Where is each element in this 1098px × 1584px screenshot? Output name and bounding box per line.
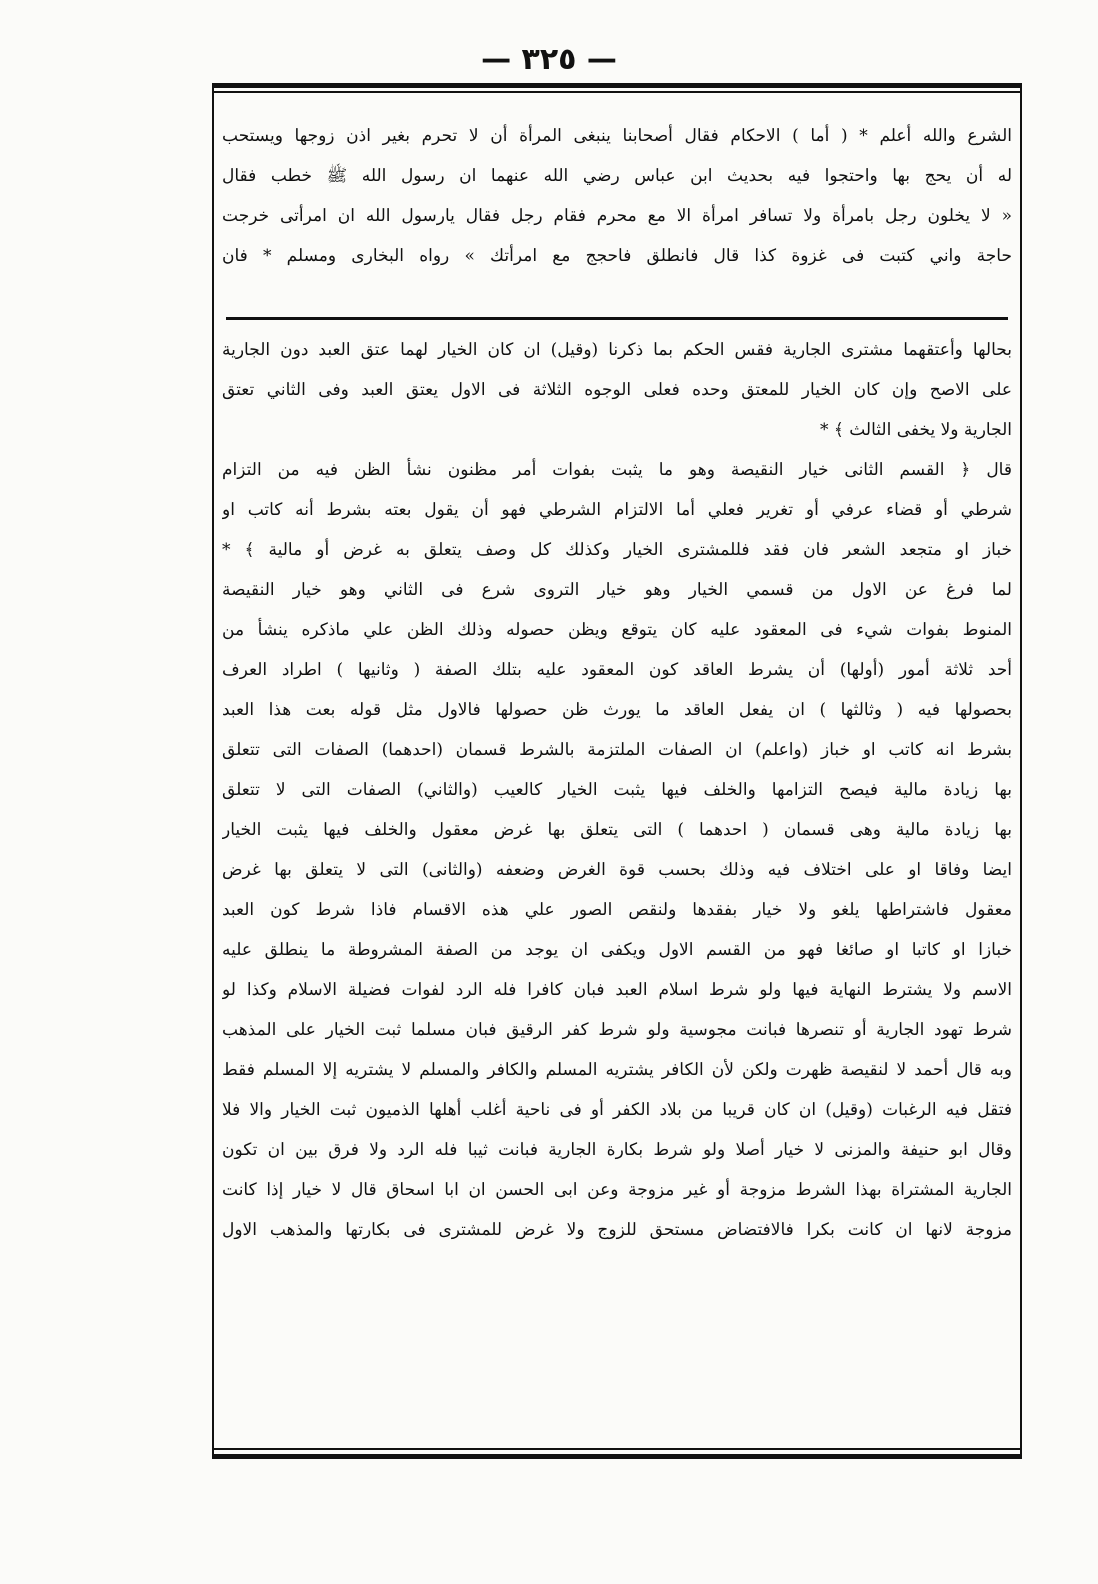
lower-line: بحالها وأعتقهما مشترى الجارية فقس الحكم بما ذكرنا (وقيل) ان كان الخيار لهما عتق العبد دون الجارية (222, 340, 1012, 360)
lower-line: ايضا وفاقا او على اختلاف فيه وذلك بحسب قوة الغرض وضعفه (والثانى) التى لا يتعلق بها غرض (222, 860, 1012, 880)
lower-line: وبه قال أحمد لا لنقيصة ظهرت ولكن لأن الكافر يشتريه المسلم والكافر والمسلم لا يشتريه إلا المسلم فقط (222, 1060, 1012, 1080)
lower-line: على الاصح وإن كان الخيار للمعتق وحده فعلى الوجوه الثلاثة فى الاول يعتق العبد وفى الثاني تعتق (222, 380, 1012, 400)
lower-line: المنوط بفوات شيء فى المعقود عليه كان يتوقع ويظن حصوله وذلك الظن علي ماذكره ينشأ من (222, 620, 1012, 640)
lower-line: فتقل فيه الرغبات (وقيل) ان كان قريبا من بلاد الكفر أو فى ناحية أغلب أهلها الذميون ثبت الخيار والا فلا (222, 1100, 1012, 1120)
upper-line: « لا يخلون رجل بامرأة ولا تسافر امرأة الا مع محرم فقام رجل فقال يارسول الله ان امرأتى خرجت (222, 206, 1012, 226)
lower-line: قال ﴿ القسم الثانى خيار النقيصة وهو ما يثبت بفوات أمر مظنون نشأ الظن فيه من التزام (222, 460, 1012, 480)
section-separator (226, 317, 1008, 320)
lower-line: بها زيادة مالية وهى قسمان ( احدهما ) التى يتعلق بها غرض معقول والخلف فيها يثبت الخيار (222, 820, 1012, 840)
upper-line: حاجة واني كتبت فى غزوة كذا قال فانطلق فاحجج مع امرأتك » رواه البخارى ومسلم * فان (222, 246, 1012, 266)
frame-inner-rule-bottom (212, 1448, 1022, 1450)
upper-text-block (222, 116, 1012, 276)
lower-line: معقول فاشتراطها يلغو ولا خيار بفقدها ولنقص الصور علي هذه الاقسام فاذا شرط كون العبد (222, 900, 1012, 920)
lower-line: الاسم ولا يشترط النهاية فيها ولو شرط اسلام العبد فبان كافرا فله الرد لفوات فضيلة الاسلام وكذا لو (222, 980, 1012, 1000)
lower-line: الجارية المشتراة بهذا الشرط مزوجة أو غير مزوجة وعن ابى الحسن ان ابا اسحاق قال لا خيار إذا كانت (222, 1180, 1012, 1200)
lower-line: بها زيادة مالية فيصح التزامها والخلف فيها يثبت الخيار كالعيب (والثاني) الصفات التى لا تتعلق (222, 780, 1012, 800)
lower-line: بحصولها فيه ( وثالثها ) ان يفعل العاقد ما يورث ظن حصولها فالاول مثل قوله بعت هذا العبد (222, 700, 1012, 720)
lower-line: أحد ثلاثة أمور (أولها) أن يشرط العاقد كون المعقود عليه بتلك الصفة ( وثانيها ) اطراد العرف (222, 660, 1012, 680)
page-number: — ٣٢٥ — (481, 42, 617, 77)
lower-line: شرطي أو قضاء عرفي أو تغرير فعلي أما الالتزام الشرطي فهو أن يقول بعته بشرط أنه كاتب او (222, 500, 1012, 520)
lower-line: الجارية ولا يخفى الثالث ﴾ * (819, 420, 1012, 440)
lower-line: وقال ابو حنيفة والمزنى لا خيار أصلا ولو شرط بكارة الجارية فبانت ثيبا فله الرد ولا فرق بين ان تكون (222, 1140, 1012, 1160)
upper-line: الشرع والله أعلم * ( أما ) الاحكام فقال أصحابنا ينبغى المرأة أن لا تحرم بغير اذن زوجها ويستحب (222, 126, 1012, 146)
lower-line: شرط تهود الجارية أو تنصرها فبانت مجوسية ولو شرط كفر الرقيق فبان مسلما ثبت الخيار على المذهب (222, 1020, 1012, 1040)
lower-text-block (222, 330, 1012, 1250)
frame-inner-rule-top (212, 91, 1022, 93)
lower-line: لما فرغ عن الاول من قسمي الخيار وهو خيار التروى شرع فى الثاني وهو خيار النقيصة (222, 580, 1012, 600)
lower-line: مزوجة لانها ان كانت بكرا فالافتضاض مستحق للزوج ولا غرض للمشترى فى بكارتها والمذهب الاول (222, 1220, 1012, 1240)
lower-line: خباز او متجعد الشعر فان فقد فللمشترى الخيار وكذلك كل وصف يتعلق به غرض أو مالية ﴾ * (222, 540, 1012, 560)
upper-line: له أن يحج بها واحتجوا فيه بحديث ابن عباس رضي الله عنهما ان رسول الله ﷺ خطب فقال (222, 166, 1012, 186)
lower-line: بشرط انه كاتب او خباز (واعلم) ان الصفات الملتزمة بالشرط قسمان (احدهما) الصفات التى تتعلق (222, 740, 1012, 760)
lower-line: خبازا او كاتبا او صائغا فهو من القسم الاول ويكفى ان يوجد من الصفة المشروطة ما ينطلق عليه (222, 940, 1012, 960)
